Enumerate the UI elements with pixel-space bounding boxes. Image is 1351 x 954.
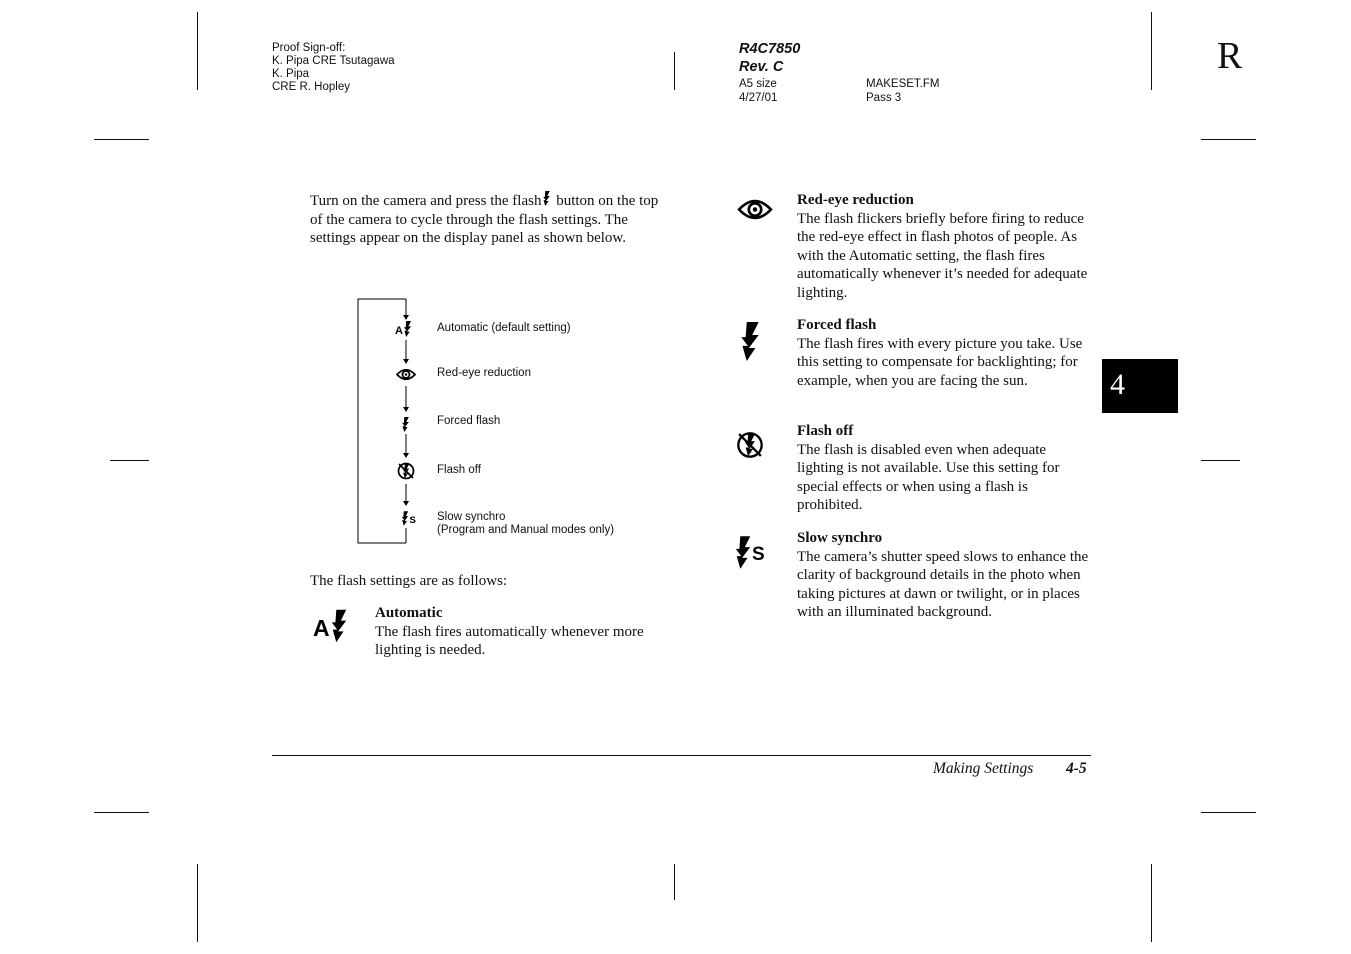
crop-mark [1201, 812, 1256, 813]
diagram-label-forced: Forced flash [437, 415, 501, 427]
crop-mark [94, 139, 149, 140]
crop-mark [197, 12, 198, 90]
forced-flash-icon [401, 417, 410, 432]
setting-description: The flash fires automatically whenever more lighting is needed. [375, 623, 644, 658]
slow-synchro-icon [401, 511, 419, 526]
crop-mark [94, 812, 149, 813]
intro-text-before: Turn on the camera and press the flash [310, 193, 542, 209]
svg-text:A: A [395, 325, 403, 337]
proof-line: K. Pipa CRE Tsutagawa [272, 55, 395, 67]
svg-text:S: S [752, 544, 765, 565]
setting-automatic [375, 604, 670, 660]
setting-title: Slow synchro [797, 530, 883, 546]
setting-flash-off [797, 422, 1092, 515]
crop-mark [110, 460, 149, 461]
flash-off-icon [736, 429, 764, 461]
footer-section-title: Making Settings [933, 760, 1034, 777]
setting-description: The flash flickers briefly before firing to reduce the red-eye effect in flash photos of people. As with the Automatic setting, the flash fires automatically whenever it’s needed for adequate lighting. [797, 210, 1088, 301]
proof-signoff [272, 42, 395, 94]
chapter-tab [1102, 359, 1178, 413]
proof-line: Proof Sign-off: [272, 42, 346, 54]
footer-page-number: 4-5 [1066, 760, 1087, 777]
crop-mark [674, 864, 675, 900]
flash-icon [542, 191, 551, 206]
intro-paragraph [310, 191, 670, 248]
auto-flash-icon [312, 609, 350, 643]
diagram-label-automatic: Automatic (default setting) [437, 322, 571, 334]
proof-line: K. Pipa [272, 68, 310, 80]
diagram-label-slow-synchro-note: (Program and Manual modes only) [437, 524, 615, 536]
crop-mark [1201, 460, 1240, 461]
auto-flash-icon [395, 321, 413, 337]
setting-title: Automatic [375, 605, 443, 621]
red-eye-icon [396, 368, 416, 381]
setting-description: The flash fires with every picture you take. Use this setting to compensate for backlighting; for example, when you are facing the sun. [797, 335, 1083, 389]
slow-synchro-icon [734, 536, 770, 569]
red-eye-icon [736, 198, 774, 221]
crop-mark [197, 864, 198, 942]
settings-intro: The flash settings are as follows: [310, 573, 508, 589]
setting-description: The camera’s shutter speed slows to enhance the clarity of background details in the photo when taking pictures at dawn or twilight, or in places with an illuminated background. [797, 548, 1089, 620]
svg-text:S: S [409, 515, 416, 526]
flash-off-icon [397, 461, 415, 481]
diagram-label-slow-synchro: Slow synchro [437, 511, 506, 523]
setting-title: Forced flash [797, 317, 877, 333]
doc-revision: Rev. C [739, 59, 784, 75]
setting-description: The flash is disabled even when adequate lighting is not available. Use this setting for special effects or when using a flash is prohibited. [797, 441, 1060, 513]
crop-mark [674, 52, 675, 90]
corner-letter: R [1217, 35, 1243, 77]
doc-pass: Pass 3 [866, 92, 902, 104]
setting-title: Flash off [797, 423, 854, 439]
setting-forced-flash [797, 316, 1092, 390]
doc-file: MAKESET.FM [866, 78, 940, 90]
doc-code: R4C7850 [739, 41, 801, 57]
chapter-number: 4 [1110, 368, 1125, 401]
setting-slow-synchro [797, 529, 1092, 622]
diagram-label-red-eye: Red-eye reduction [437, 367, 531, 379]
svg-text:A: A [313, 615, 330, 641]
crop-mark [1151, 12, 1152, 90]
diagram-label-flash-off: Flash off [437, 464, 481, 476]
doc-size: A5 size [739, 78, 777, 90]
crop-mark [1151, 864, 1152, 942]
footer-rule [272, 755, 1091, 756]
setting-title: Red-eye reduction [797, 192, 914, 208]
setting-red-eye [797, 191, 1092, 302]
forced-flash-icon [738, 322, 762, 361]
crop-mark [1201, 139, 1256, 140]
proof-line: CRE R. Hopley [272, 81, 350, 93]
doc-date: 4/27/01 [739, 92, 778, 104]
intro-text-after: button on the top of the camera to cycle through the flash settings. The settings appear on the display panel as shown below. [310, 193, 659, 246]
